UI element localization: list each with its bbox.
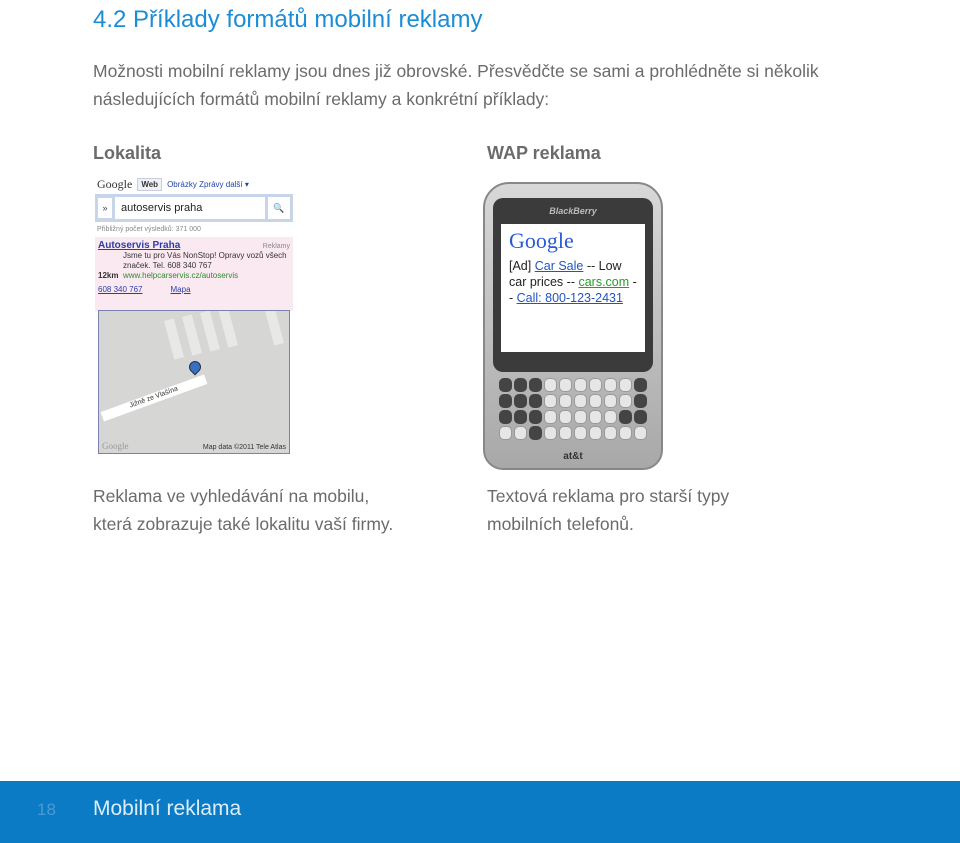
ad-title: Autoservis Praha [98,240,181,251]
ad-prefix: [Ad] [509,259,535,273]
caption-left-line1: Reklama ve vyhledávání na mobilu, [93,486,370,506]
map-credit: Map data ©2011 Tele Atlas [202,444,286,451]
google-logo: Google [97,176,133,191]
phone-screen [501,224,645,352]
google-logo: Google [509,228,574,253]
ad-phone: 608 340 767 [98,285,143,294]
section-title: 4.2 Příklady formátů mobilní reklamy [93,6,483,33]
ad-label: Reklamy [262,243,290,250]
ad-link: Car Sale [534,259,584,273]
blackberry-phone [483,182,663,470]
ad-text: -- Low car prices -- [509,259,622,289]
caption-right-line1: Textová reklama pro starší typy [487,486,730,506]
street-label: Jižně ze Vlašína [101,374,208,421]
heading-wap: WAP reklama [487,143,601,163]
mobile-search-screenshot [95,174,293,454]
ad-url: www.helpcarservis.cz/autoservis [123,271,239,280]
caption-left [93,482,393,538]
ad-url: cars.com [578,275,630,289]
map-pin-icon [187,359,204,376]
footer-bar [0,781,960,843]
map [98,310,290,454]
heading-lokalita: Lokalita [93,143,162,163]
footer-title: Mobilní reklama [93,797,242,820]
ad-sep: -- [509,275,637,305]
search-icon: 🔍 [268,197,290,219]
caption-right-line2: mobilních telefonů. [487,514,634,534]
caption-left-line2: která zobrazuje také lokalitu vaší firmy. [93,514,394,534]
map-link: Mapa [170,285,191,294]
page-number: 18 [37,800,56,819]
carrier-logo: at&t [563,451,583,462]
caption-right [487,482,729,538]
ad-call: Call: 800-123-2431 [516,291,623,305]
phone-brand: BlackBerry [549,206,597,216]
distance: 12km [98,271,119,280]
result-count: Přibližný počet výsledků: 371 000 [97,226,201,233]
keyboard [499,378,649,440]
map-google-logo: Google [102,441,129,451]
intro-paragraph: Možnosti mobilní reklamy jsou dnes již obrovské. Přesvědčte se sami a prohlédněte si několik následujících formátů mobilní reklamy a konkrétní příklady: [93,61,819,109]
search-query: autoservis praha [115,197,265,219]
tab-web: Web [137,178,162,191]
expand-icon: » [98,198,112,218]
tabs-other: Obrázky Zprávy další ▾ [167,179,249,189]
ad-description: Jsme tu pro Vás NonStop! Opravy vozů všech značek. Tel. 608 340 767 [123,251,287,270]
ad-block [95,237,293,311]
